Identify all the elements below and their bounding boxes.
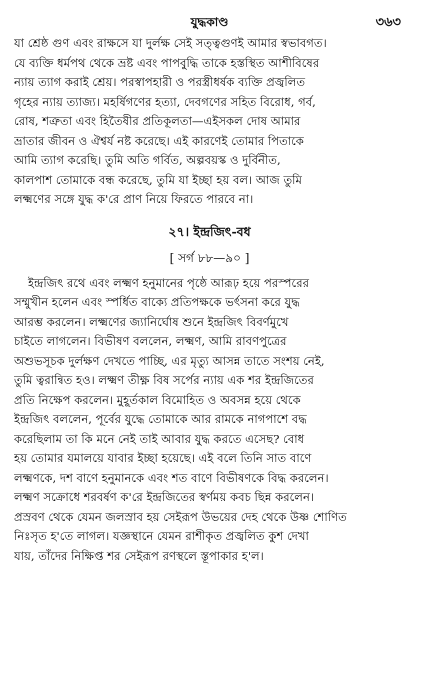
page-number: ৩৬৩ xyxy=(375,15,401,30)
page-header xyxy=(14,12,405,34)
paragraph-2 xyxy=(14,274,405,567)
text-line: যায়, তাঁদের নিক্ষিপ্ত শর সেইরূপ রণস্থলে স্তূপাকার হ'ল। xyxy=(14,548,264,563)
text-line: গৃহের ন্যায় ত্যাজ্য। মহর্ষিগণের হত্যা, দেবগণের সহিত বিরোধ, গর্ব, xyxy=(14,94,316,109)
text-line: তুমি ত্বরান্বিত হও। লক্ষ্মণ তীক্ষ্ণ বিষ সর্পের ন্যায় এক শর ইন্দ্রজিতের xyxy=(14,373,314,387)
running-title: যুদ্ধকাণ্ড xyxy=(190,15,229,29)
text-line: লক্ষ্মণের সঙ্গে যুদ্ধ ক'রে প্রাণ নিয়ে ফিরতে পারবে না। xyxy=(14,192,254,206)
sarga-range: [ সর্গ ৮৮—৯০ ] xyxy=(169,250,250,265)
text-line: যে ব্যক্তি ধর্মপথ থেকে ভ্রষ্ট এবং পাপবুদ্ধি তাকে হস্তস্থিত আশীবিষের xyxy=(14,55,320,70)
paragraph-1 xyxy=(14,34,405,210)
text-line: লক্ষ্মণকে, দশ বাণে হনুমানকে এবং শত বাণে বিভীষণকে বিদ্ধ করলেন। xyxy=(14,470,329,485)
text-line: ভ্রাতার জীবন ও ঐশ্বর্য নষ্ট করেছে। এই কারণেই তোমার পিতাকে xyxy=(14,133,304,148)
text-line: যা শ্রেষ্ঠ গুণ এবং রাক্ষসে যা দুর্লক্ষ সেই সত্ত্বগুণই আমার স্বভাবগত। xyxy=(14,36,327,50)
section-heading: ২৭। ইন্দ্রজিৎ-বধ xyxy=(168,223,251,239)
text-line: ন্যায় ত্যাগ করাই শ্রেয়। পরস্বাপহারী ও পরস্ত্রীধর্ষক ব্যক্তি প্রজ্বলিত xyxy=(14,75,306,89)
text-line: ইন্দ্রজিৎ রথে এবং লক্ষ্মণ হনুমানের পৃষ্ঠে আরূঢ় হয়ে পরস্পরের xyxy=(28,275,309,290)
text-line: ইন্দ্রজিৎ বললেন, পূর্বের যুদ্ধে তোমাকে আর রামকে নাগপাশে বদ্ধ xyxy=(14,412,307,426)
text-line: রোষ, শত্রুতা এবং হিতৈষীর প্রতিকূলতা—এইসকল দোষ আমার xyxy=(14,114,301,128)
text-line: অশুভসূচক দুর্লক্ষণ দেখতে পাচ্ছি, এর মৃত্যু আসন্ন তাতে সংশয় নেই, xyxy=(14,353,325,368)
text-line: কালপাশ তোমাকে বন্ধ করেছে, তুমি যা ইচ্ছা হয় বল। আজ তুমি xyxy=(14,172,302,187)
text-line: চাইতে লাগলেন। বিভীষণ বললেন, লক্ষ্মণ, আমি রাবণপুত্রের xyxy=(14,334,287,348)
text-line: সম্মুখীন হলেন এবং স্পর্ধিত বাক্যে প্রতিপক্ষকে ভর্ৎসনা করে যুদ্ধ xyxy=(14,295,300,309)
text-line: আমি ত্যাগ করেছি। তুমি অতি গর্বিত, অল্পবয়স্ক ও দুর্বিনীত, xyxy=(14,153,281,167)
text-line: লক্ষ্মণ সক্রোধে শরবর্ষণ ক'রে ইন্দ্রজিতের স্বর্ণময় কবচ ছিন্ন করলেন। xyxy=(14,490,315,504)
text-line: করেছিলাম তা কি মনে নেই তাই আবার যুদ্ধ করতে এসেছ? বোধ xyxy=(14,431,305,446)
text-line: প্রস্রবণ থেকে যেমন জলস্রাব হয় সেইরূপ উভয়ের দেহ থেকে উষ্ণ শোণিত xyxy=(14,509,347,524)
text-line: হয় তোমার যমালয়ে যাবার ইচ্ছা হয়েছে। এই বলে তিনি সাত বাণে xyxy=(14,451,312,465)
text-line: আরম্ভ করলেন। লক্ষ্মণের জ্যানির্ঘোষ শুনে ইন্দ্রজিৎ বিবর্ণমুখে xyxy=(14,314,289,329)
text-line: নিঃসৃত হ'তে লাগল। যজ্ঞস্থানে যেমন রাশীকৃত প্রজ্বলিত কুশ দেখা xyxy=(14,529,309,543)
text-line: প্রতি নিক্ষেপ করলেন। মুহূর্তকাল বিমোহিত ও অবসন্ন হয়ে থেকে xyxy=(14,392,301,407)
